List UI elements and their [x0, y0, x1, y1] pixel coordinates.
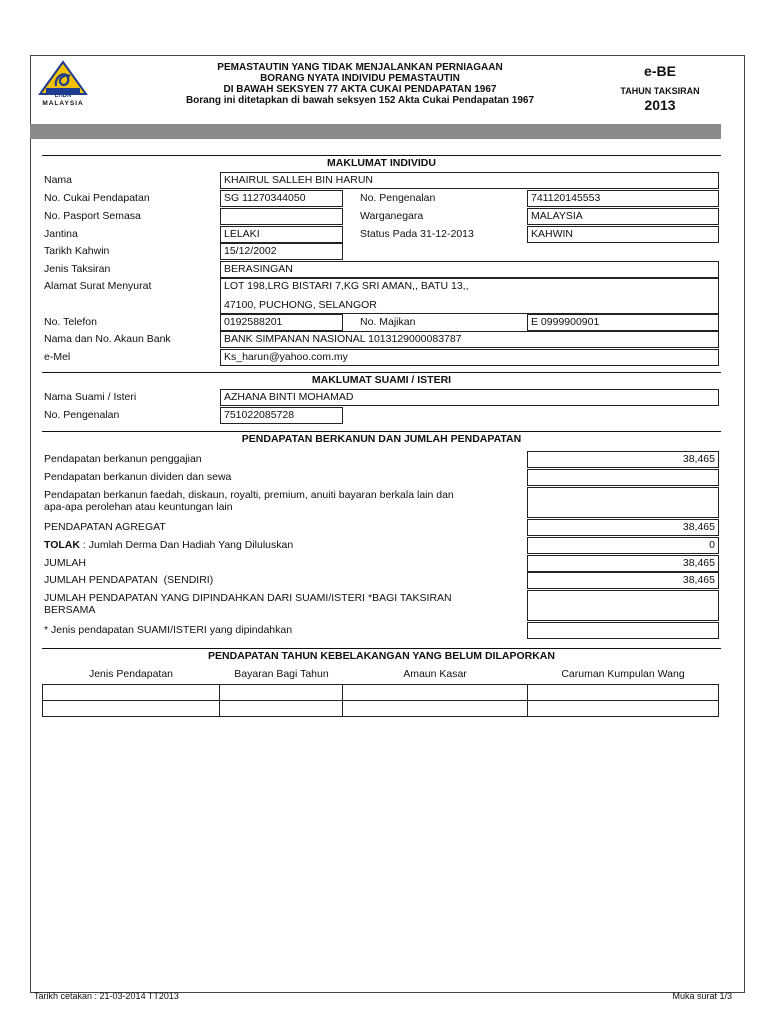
label-nama-suami-isteri: Nama Suami / Isteri	[44, 391, 137, 403]
value-dividen	[527, 469, 719, 486]
logo-text-top: LHDN	[54, 93, 72, 99]
value-faedah	[527, 487, 719, 518]
section-tahun-kebelakangan-title: PENDAPATAN TAHUN KEBELAKANGAN YANG BELUM DILAPORKAN	[42, 648, 721, 664]
section-individu-title: MAKLUMAT INDIVIDU	[42, 155, 721, 171]
label-warganegara: Warganegara	[360, 210, 424, 222]
logo-text-bottom: MALAYSIA	[42, 100, 84, 107]
value-jumlah: 38,465	[527, 555, 719, 572]
label-jantina: Jantina	[44, 228, 78, 240]
table-cell	[42, 684, 220, 701]
table-cell	[342, 700, 528, 717]
section-pendapatan-title: PENDAPATAN BERKANUN DAN JUMLAH PENDAPATAN	[42, 431, 721, 447]
value-jenis-dipindahkan	[527, 622, 719, 639]
label-dividen: Pendapatan berkanun dividen dan sewa	[44, 471, 232, 483]
label-penggajian: Pendapatan berkanun penggajian	[44, 453, 202, 465]
field-bank: BANK SIMPANAN NASIONAL 1013129000083787	[220, 331, 719, 348]
table-cell	[527, 700, 719, 717]
label-tolak-bold: TOLAK	[44, 539, 80, 551]
label-jenis-taksiran: Jenis Taksiran	[44, 263, 111, 275]
section-suami-isteri-title: MAKLUMAT SUAMI / ISTERI	[42, 372, 721, 388]
field-majikan: E 0999900901	[527, 314, 719, 331]
field-no-cukai: SG 11270344050	[220, 190, 343, 207]
label-dipindahkan-1: JUMLAH PENDAPATAN YANG DIPINDAHKAN DARI SUAMI/ISTERI *BAGI TAKSIRAN	[44, 592, 452, 604]
col-bayaran-tahun: Bayaran Bagi Tahun	[234, 668, 329, 680]
label-email: e-Mel	[44, 351, 71, 363]
value-penggajian: 38,465	[527, 451, 719, 468]
field-telefon: 0192588201	[220, 314, 343, 331]
label-no-cukai: No. Cukai Pendapatan	[44, 192, 150, 204]
header-line-1: PEMASTAUTIN YANG TIDAK MENJALANKAN PERNIAGAAN	[217, 62, 503, 73]
col-caruman: Caruman Kumpulan Wang	[561, 668, 685, 680]
label-no-pasport: No. Pasport Semasa	[44, 210, 141, 222]
year-label: TAHUN TAKSIRAN	[620, 86, 700, 96]
field-warganegara: MALAYSIA	[527, 208, 719, 225]
value-agregat: 38,465	[527, 519, 719, 536]
field-nama: KHAIRUL SALLEH BIN HARUN	[220, 172, 719, 189]
label-telefon: No. Telefon	[44, 316, 97, 328]
value-dipindahkan	[527, 590, 719, 621]
label-faedah-2: apa-apa perolehan atau keuntungan lain	[44, 501, 233, 513]
label-sendiri: JUMLAH PENDAPATAN (SENDIRI)	[44, 574, 214, 586]
field-email: Ks_harun@yahoo.com.my	[220, 349, 719, 366]
label-tolak-text: : Jumlah Derma Dan Hadiah Yang Diluluskan	[79, 539, 294, 551]
field-nama-suami-isteri: AZHANA BINTI MOHAMAD	[220, 389, 719, 406]
field-tarikh-kahwin: 15/12/2002	[220, 243, 343, 260]
value-sendiri: 38,465	[527, 572, 719, 589]
label-faedah-1: Pendapatan berkanun faedah, diskaun, royalti, premium, anuiti bayaran berkala lain dan	[44, 489, 454, 501]
table-cell	[219, 700, 343, 717]
header-line-3: DI BAWAH SEKSYEN 77 AKTA CUKAI PENDAPATAN 1967	[223, 84, 497, 95]
table-cell	[527, 684, 719, 701]
footer-page-number: Muka surat 1/3	[672, 991, 732, 1001]
field-no-pasport	[220, 208, 343, 225]
header-line-4: Borang ini ditetapkan di bawah seksyen 152 Akta Cukai Pendapatan 1967	[185, 95, 535, 106]
table-cell	[42, 700, 220, 717]
label-jumlah: JUMLAH	[44, 557, 87, 569]
label-status: Status Pada 31-12-2013	[360, 228, 474, 240]
col-amaun-kasar: Amaun Kasar	[403, 668, 467, 680]
footer-printed-date: Tarikh cetakan : 21-03-2014 TT2013	[34, 991, 179, 1001]
label-bank: Nama dan No. Akaun Bank	[44, 333, 171, 345]
form-code: e-BE	[644, 63, 676, 79]
field-pengenalan: 741120145553	[527, 190, 719, 207]
label-dipindahkan-2: BERSAMA	[44, 604, 96, 616]
field-pengenalan-suami-isteri: 751022085728	[220, 407, 343, 424]
col-jenis-pendapatan: Jenis Pendapatan	[88, 668, 174, 680]
label-tolak	[44, 539, 293, 551]
header-line-2: BORANG NYATA INDIVIDU PEMASTAUTIN	[260, 73, 460, 84]
table-cell	[219, 684, 343, 701]
label-pengenalan: No. Pengenalan	[360, 192, 436, 204]
field-alamat-line-1: LOT 198,LRG BISTARI 7,KG SRI AMAN,, BATU 13,,	[224, 280, 469, 292]
value-tolak: 0	[527, 537, 719, 554]
field-status: KAHWIN	[527, 226, 719, 243]
label-tarikh-kahwin: Tarikh Kahwin	[44, 245, 110, 257]
field-jenis-taksiran: BERASINGAN	[220, 261, 719, 278]
table-cell	[342, 684, 528, 701]
label-pengenalan-suami-isteri: No. Pengenalan	[44, 409, 120, 421]
header-gray-bar	[30, 124, 721, 139]
assessment-year: 2013	[644, 97, 676, 113]
field-jantina: LELAKI	[220, 226, 343, 243]
label-alamat: Alamat Surat Menyurat	[44, 280, 152, 292]
field-alamat-line-2: 47100, PUCHONG, SELANGOR	[224, 299, 377, 311]
label-majikan: No. Majikan	[360, 316, 416, 328]
label-nama: Nama	[44, 174, 73, 186]
label-agregat: PENDAPATAN AGREGAT	[44, 521, 166, 533]
label-jenis-dipindahkan: * Jenis pendapatan SUAMI/ISTERI yang dipindahkan	[44, 624, 293, 636]
